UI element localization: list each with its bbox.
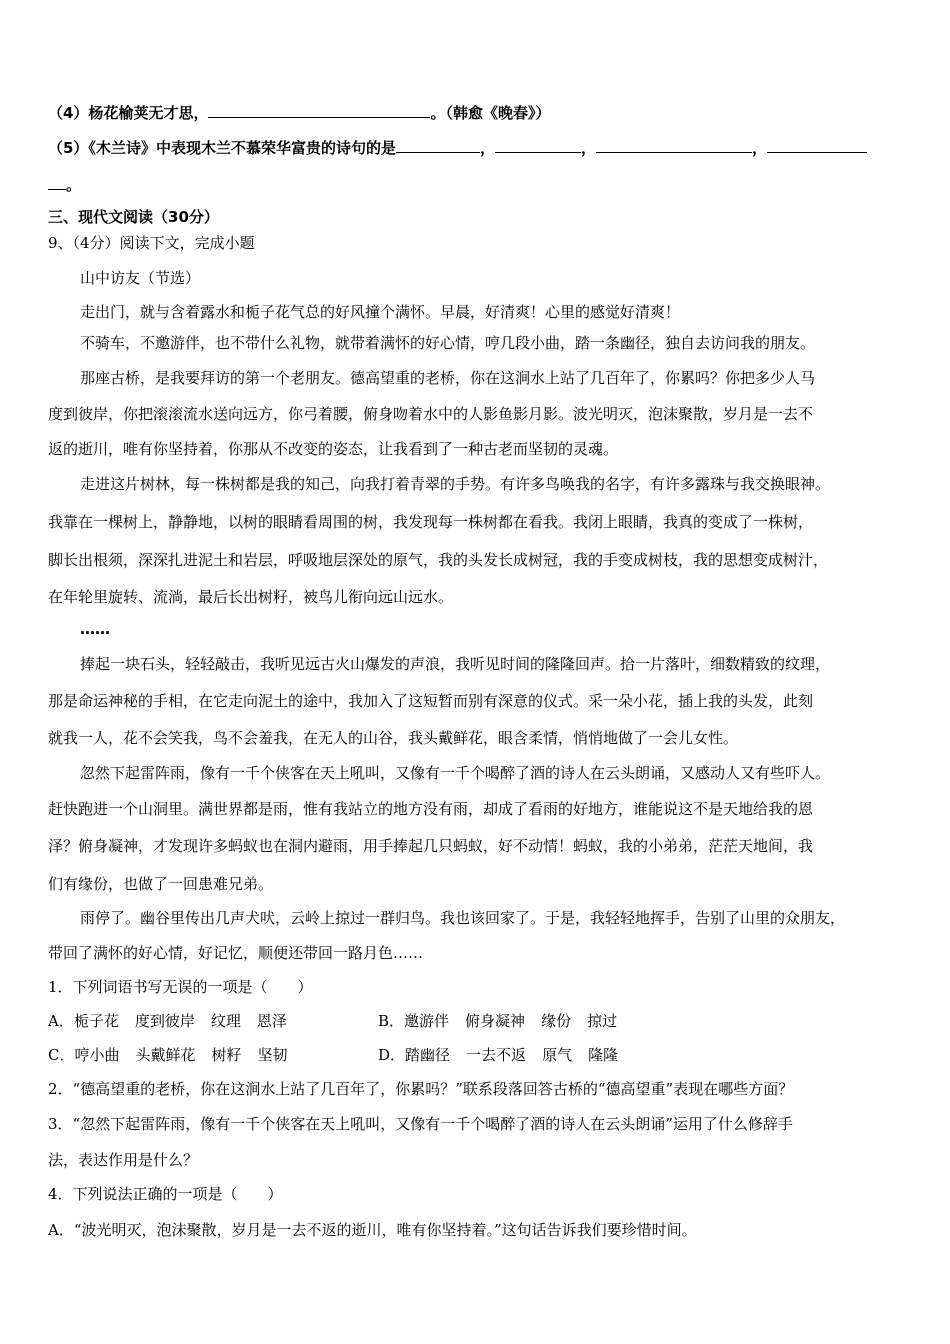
article-line: 就我一人，花不会笑我，鸟不会羞我，在无人的山谷，我头戴鲜花，眼含柔情，悄悄地做了一会儿女性。: [48, 729, 739, 747]
article-line: 们有缘份，也做了一回患难兄弟。: [48, 875, 274, 893]
q5-blank-1[interactable]: [396, 138, 480, 153]
article-line: 赶快跑进一个山洞里。满世界都是雨，惟有我站立的地方没有雨，却成了看雨的好地方，谁能说这不是天地给我的恩: [48, 800, 814, 818]
fill-blank-q5: [48, 138, 867, 158]
article-line: 我靠在一棵树上，静静地，以树的眼睛看周围的树，我发现每一株树都在看我。我闭上眼睛，我真的变成了一株树，: [48, 513, 814, 531]
q1-option-d[interactable]: [378, 1045, 618, 1065]
option-word: 一去不返: [466, 1046, 527, 1064]
q4-prefix: （4）杨花榆荚无才思，: [48, 104, 209, 122]
article-line: 在年轮里旋转、流淌，最后长出树籽，被鸟儿衔向远山远水。: [48, 588, 454, 606]
option-word: 原气: [542, 1046, 573, 1064]
option-word: 头戴鲜花: [135, 1046, 196, 1064]
option-word: 恩泽: [256, 1012, 287, 1030]
option-word: 栀子花: [73, 1012, 119, 1030]
article-title: 山中访友（节选）: [80, 269, 201, 287]
question-4: 4．下列说法正确的一项是（ ）: [48, 1185, 283, 1203]
q4-blank[interactable]: [208, 103, 430, 118]
option-label: B．: [378, 1012, 405, 1030]
article-line: 不骑车，不邀游伴，也不带什么礼物，就带着满怀的好心情，哼几段小曲，踏一条幽径，独自去访问我的朋友。: [80, 334, 816, 352]
q5-sep-2: ，: [580, 139, 596, 157]
q5-blank-2[interactable]: [495, 138, 581, 153]
question-3-cont: 法，表达作用是什么？: [48, 1151, 199, 1169]
article-line: 脚长出根须，深深扎进泥土和岩层，呼吸地层深处的原气，我的头发长成树冠，我的手变成树枝，我的思想变成树汁，: [48, 551, 829, 569]
q5-blank-4-cont[interactable]: [48, 175, 66, 190]
article-line: 那是命运神秘的手相，在它走向泥土的途中，我加入了这短暂而别有深意的仪式。采一朵小花，插上我的头发，此刻: [48, 692, 814, 710]
article-ellipsis: ……: [80, 620, 110, 638]
article-line: 度到彼岸，你把滚滚流水送向远方，你弓着腰，俯身吻着水中的人影鱼影月影。波光明灭，泡沫聚散，岁月是一去不: [48, 405, 814, 423]
question-1: 1．下列词语书写无误的一项是（ ）: [48, 978, 313, 996]
option-label: A．: [48, 1012, 74, 1030]
question-3: 3．“忽然下起雷阵雨，像有一千个侠客在天上吼叫，又像有一千个喝醉了酒的诗人在云头朗诵”运用了什么修辞手: [48, 1115, 793, 1133]
option-word: 纹理: [210, 1012, 241, 1030]
option-word: 坚韧: [257, 1046, 288, 1064]
q5-sep-1: ，: [479, 139, 495, 157]
section-heading: 三、现代文阅读（30分）: [48, 208, 219, 226]
q4-option-a[interactable]: A．“波光明灭，泡沫聚散，岁月是一去不返的逝川，唯有你坚持着。”这句话告诉我们要珍惜时间。: [48, 1221, 697, 1239]
option-label: D．: [378, 1046, 406, 1064]
q4-suffix: 。（韩愈《晚春》）: [430, 104, 551, 122]
option-word: 隆隆: [588, 1046, 619, 1064]
q9-intro: 9、（4分）阅读下文，完成小题: [48, 234, 255, 252]
q5-end: 。: [66, 176, 82, 194]
q1-option-a[interactable]: [48, 1011, 287, 1031]
option-word: 俯身凝神: [465, 1012, 526, 1030]
fill-blank-q5-cont: [48, 175, 81, 195]
question-2: 2．“德高望重的老桥，你在这涧水上站了几百年了，你累吗？”联系段落回答古桥的“德高望重”表现在哪些方面？: [48, 1080, 794, 1098]
article-line: 那座古桥，是我要拜访的第一个老朋友。德高望重的老桥，你在这涧水上站了几百年了，你累吗？你把多少人马: [80, 369, 816, 387]
option-word: 度到彼岸: [134, 1012, 195, 1030]
article-line: 返的逝川，唯有你坚持着，你那从不改变的姿态，让我看到了一种古老而坚韧的灵魂。: [48, 440, 619, 458]
option-word: 邀游伴: [404, 1012, 450, 1030]
q5-blank-3[interactable]: [596, 138, 752, 153]
q5-sep-3: ，: [751, 139, 767, 157]
article-line: 带回了满怀的好心情，好记忆，顺便还带回一路月色……: [48, 944, 424, 962]
q1-option-b[interactable]: [378, 1011, 617, 1031]
option-label: C．: [48, 1046, 75, 1064]
article-line: 走进这片树林，每一株树都是我的知己，向我打着青翠的手势。有许多鸟唤我的名字，有许多露珠与我交换眼神。: [80, 475, 831, 493]
q5-blank-4[interactable]: [767, 138, 867, 153]
article-line: 走出门，就与含着露水和栀子花气总的好风撞个满怀。早晨，好清爽！心里的感觉好清爽！: [80, 303, 681, 321]
q5-prefix: （5）《木兰诗》中表现木兰不慕荣华富贵的诗句的是: [48, 139, 396, 157]
option-word: 树籽: [211, 1046, 242, 1064]
article-line: 忽然下起雷阵雨，像有一千个侠客在天上吼叫，又像有一千个喝醉了酒的诗人在云头朗诵，又感动人又有些吓人。: [80, 764, 831, 782]
option-word: 踏幽径: [405, 1046, 451, 1064]
q1-option-c[interactable]: [48, 1045, 288, 1065]
article-line: 泽？俯身凝神，才发现许多蚂蚁也在洞内避雨，用手捧起几只蚂蚁，好不动情！蚂蚁，我的小弟弟，茫茫天地间，我: [48, 837, 814, 855]
article-line: 雨停了。幽谷里传出几声犬吠，云岭上掠过一群归鸟。我也该回家了。于是，我轻轻地挥手，告别了山里的众朋友，: [80, 909, 846, 927]
option-word: 掠过: [587, 1012, 618, 1030]
fill-blank-q4: [48, 103, 550, 123]
option-word: 缘份: [541, 1012, 572, 1030]
article-line: 捧起一块石头，轻轻敲击，我听见远古火山爆发的声浪，我听见时间的隆隆回声。拾一片落叶，细数精致的纹理，: [80, 655, 831, 673]
option-word: 哼小曲: [74, 1046, 120, 1064]
